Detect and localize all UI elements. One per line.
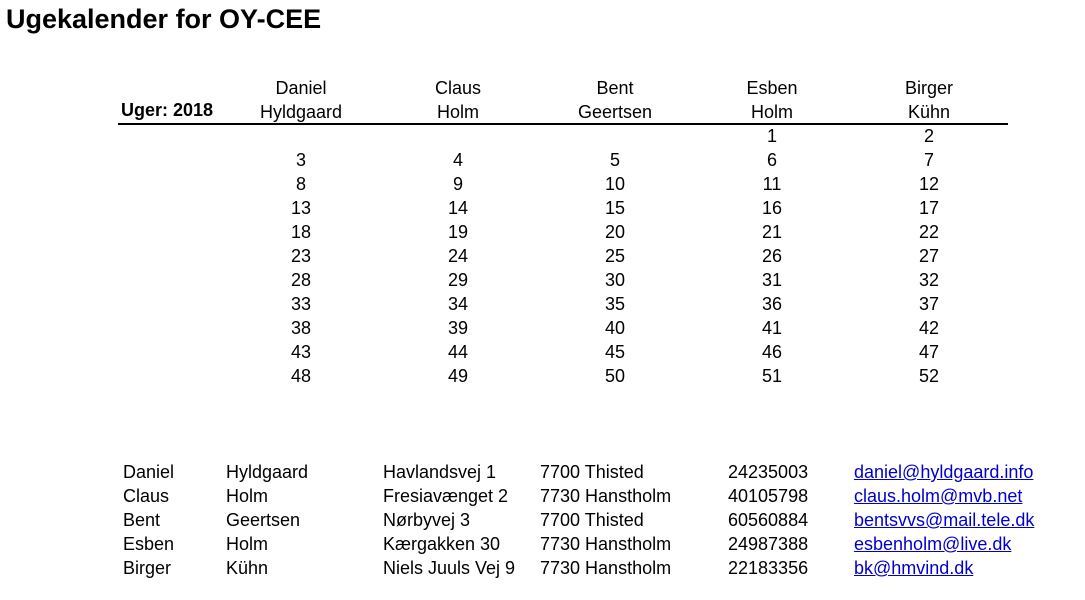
contact-city: 7700 Thisted (540, 462, 644, 482)
week-number: 14 (447, 198, 469, 218)
contact-phone: 40105798 (728, 486, 809, 506)
week-number: 49 (447, 366, 469, 386)
email-link[interactable]: claus.holm@mvb.net (854, 486, 1023, 506)
contact-address: Niels Juuls Vej 9 (383, 558, 516, 578)
week-number: 15 (604, 198, 626, 218)
contact-email (854, 484, 1022, 508)
contact-address: Fresiavænget 2 (383, 486, 509, 506)
contact-phone: 24235003 (728, 462, 809, 482)
first-name: Bent (596, 78, 634, 98)
week-number: 28 (290, 270, 312, 290)
week-number: 36 (761, 294, 783, 314)
week-number: 51 (761, 366, 783, 386)
week-number: 43 (290, 342, 312, 362)
week-number: 21 (761, 222, 783, 242)
week-number: 45 (604, 342, 626, 362)
week-number: 34 (447, 294, 469, 314)
week-number: 44 (447, 342, 469, 362)
email-link[interactable]: esbenholm@live.dk (854, 534, 1012, 554)
contact-first: Bent (123, 510, 161, 530)
contact-first: Esben (123, 534, 175, 554)
email-link[interactable]: daniel@hyldgaard.info (854, 462, 1034, 482)
first-name: Birger (904, 78, 953, 98)
week-number: 29 (447, 270, 469, 290)
contact-last: Hyldgaard (226, 462, 309, 482)
contact-address: Nørbyvej 3 (383, 510, 471, 530)
contact-email (854, 556, 973, 580)
week-number: 50 (604, 366, 626, 386)
contact-city: 7730 Hanstholm (540, 558, 672, 578)
column-header-3 (535, 76, 695, 124)
week-number: 42 (918, 318, 940, 338)
contact-address: Kærgakken 30 (383, 534, 501, 554)
contact-email (854, 508, 1034, 532)
first-name: Claus (434, 78, 482, 98)
page-title: Ugekalender for OY-CEE (6, 4, 322, 34)
contact-email (854, 532, 1011, 556)
first-name: Daniel (275, 78, 327, 98)
contact-first: Daniel (123, 462, 175, 482)
contact-last: Holm (226, 534, 269, 554)
contact-last: Holm (226, 486, 269, 506)
first-name: Esben (746, 78, 798, 98)
contact-address: Havlandsvej 1 (383, 462, 497, 482)
week-number: 11 (762, 174, 782, 194)
week-number: 30 (604, 270, 626, 290)
week-number: 18 (290, 222, 312, 242)
week-number: 4 (452, 150, 463, 170)
week-number: 37 (918, 294, 940, 314)
week-number: 25 (604, 246, 626, 266)
week-number: 41 (761, 318, 783, 338)
year-label: Uger: 2018 (121, 100, 214, 120)
last-name: Geertsen (577, 102, 653, 122)
week-number: 17 (918, 198, 940, 218)
contact-last: Kühn (226, 558, 269, 578)
contact-first: Claus (123, 486, 170, 506)
last-name: Kühn (907, 102, 951, 122)
week-number: 40 (604, 318, 626, 338)
week-number: 5 (609, 150, 620, 170)
week-number: 12 (918, 174, 940, 194)
week-number: 24 (447, 246, 469, 266)
contact-city: 7700 Thisted (540, 510, 644, 530)
week-number: 46 (761, 342, 783, 362)
week-number: 10 (604, 174, 626, 194)
header-divider (118, 123, 1008, 125)
week-number: 6 (766, 150, 777, 170)
week-number: 20 (604, 222, 626, 242)
week-number: 27 (918, 246, 940, 266)
email-link[interactable]: bentsvvs@mail.tele.dk (854, 510, 1035, 530)
contact-phone: 22183356 (728, 558, 809, 578)
week-number: 31 (761, 270, 783, 290)
week-number: 39 (447, 318, 469, 338)
last-name: Holm (436, 102, 479, 122)
contact-phone: 60560884 (728, 510, 809, 530)
contact-email (854, 460, 1033, 484)
week-number: 2 (923, 126, 934, 146)
week-number: 26 (761, 246, 783, 266)
week-number: 7 (923, 150, 934, 170)
column-header-4 (692, 76, 852, 124)
email-link[interactable]: bk@hmvind.dk (854, 558, 974, 578)
week-number: 19 (447, 222, 469, 242)
contact-last: Geertsen (226, 510, 301, 530)
week-number: 16 (761, 198, 783, 218)
week-number: 9 (452, 174, 463, 194)
week-number: 33 (290, 294, 312, 314)
contact-city: 7730 Hanstholm (540, 486, 672, 506)
last-name: Holm (750, 102, 793, 122)
last-name: Hyldgaard (259, 102, 343, 122)
week-number: 1 (766, 126, 777, 146)
week-number: 52 (918, 366, 940, 386)
week-number: 23 (290, 246, 312, 266)
contact-city: 7730 Hanstholm (540, 534, 672, 554)
column-header-2 (378, 76, 538, 124)
week-number: 13 (290, 198, 312, 218)
week-number: 48 (290, 366, 312, 386)
week-number: 3 (295, 150, 306, 170)
week-number: 8 (295, 174, 306, 194)
week-number: 22 (918, 222, 940, 242)
week-number: 32 (918, 270, 940, 290)
contact-phone: 24987388 (728, 534, 809, 554)
column-header-5 (849, 76, 1009, 124)
week-number: 38 (290, 318, 312, 338)
column-header-1 (221, 76, 381, 124)
contact-first: Birger (123, 558, 172, 578)
week-number: 35 (604, 294, 626, 314)
week-number: 47 (918, 342, 940, 362)
